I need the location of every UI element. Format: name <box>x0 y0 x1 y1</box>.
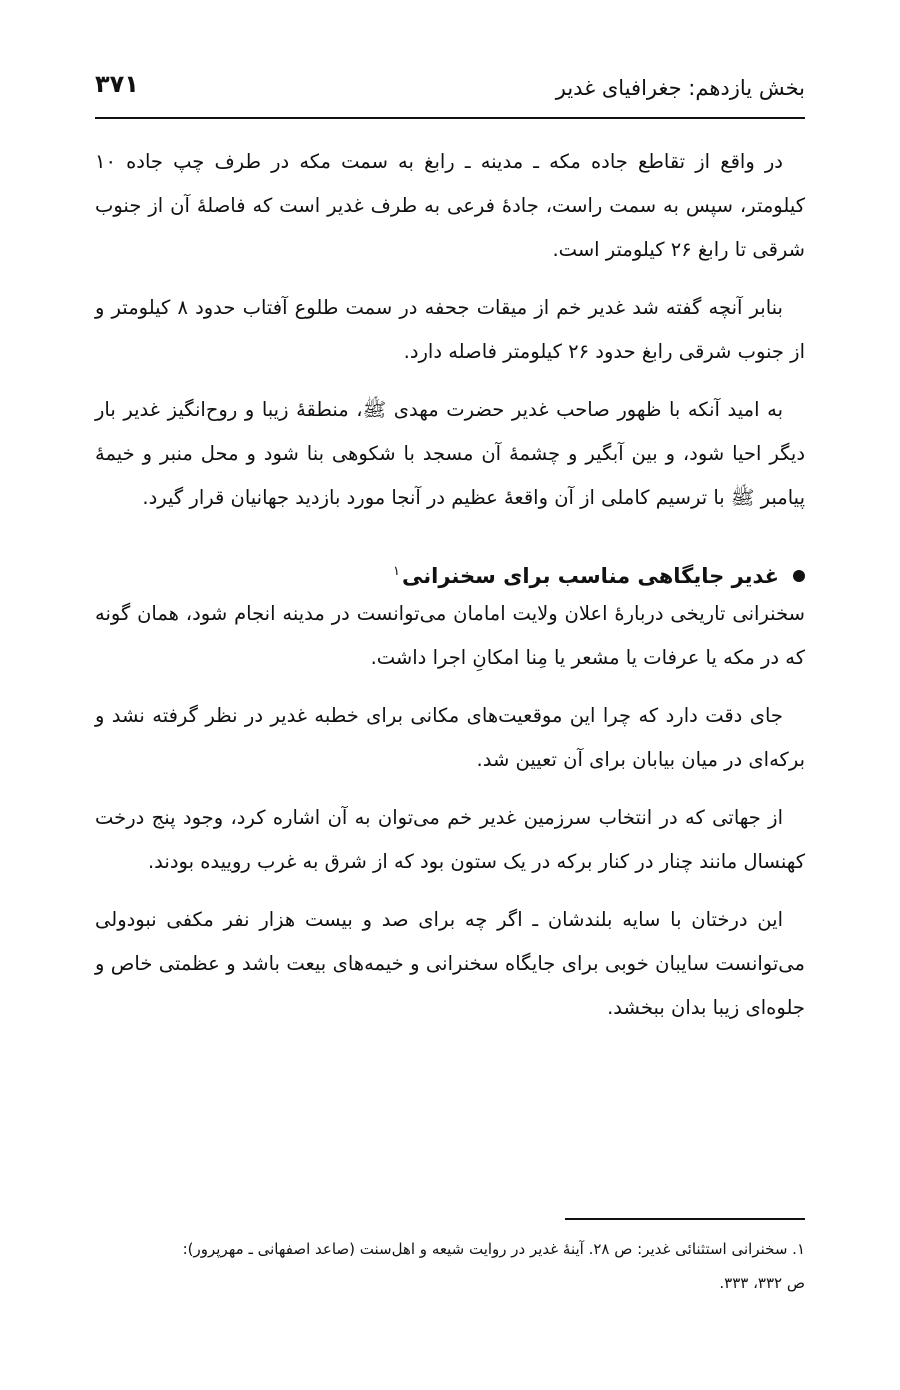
paragraph: از جهاتی که در انتخاب سرزمین غدیر خم می‌توان به آن اشاره کرد، وجود پنج درخت کهنسال مانند چنار در کنار برکه در یک ستون بود که از شرق به غرب روییده بودند. <box>95 806 805 873</box>
paragraph: در واقع از تقاطع جاده مکه ـ مدینه ـ رابغ به سمت مکه در طرف چپ جاده ۱۰ کیلومتر، سپس به سمت راست، جادۀ فرعی به طرف غدیر است که فاصلۀ آن از جنوب شرقی تا رابغ ۲۶ کیلومتر است. <box>95 150 805 261</box>
paragraph: به امید آنکه با ظهور صاحب غدیر حضرت مهدی ﷺ، منطقۀ زیبا و روح‌انگیز غدیر بار دیگر احیا شود، و بین آبگیر و چشمۀ آن مسجد با شکوهی بنا شود و محل منبر و خیمۀ پیامبر ﷺ با ترسیم کاملی از آن واقعۀ عظیم در آنجا مورد بازدید جهانیان قرار گیرد. <box>95 398 805 509</box>
page-number: ۳۷۱ <box>95 70 139 98</box>
paragraph: جای دقت دارد که چرا این موقعیت‌های مکانی برای خطبه غدیر در نظر گرفته نشد و برکه‌ای در میان بیابان برای آن تعیین شد. <box>95 704 805 771</box>
footnote <box>95 1232 805 1300</box>
bullet-icon <box>793 570 805 582</box>
paragraph: این درختان با سایه بلندشان ـ اگر چه برای صد و بیست هزار نفر مکفی نبودولی می‌توانست سایبان خوبی برای جایگاه سخنرانی و خیمه‌های بیعت باشد و عظمتی خاص و جلوه‌ای زیبا بدان ببخشد. <box>95 908 805 1019</box>
footnote-line: ۱. سخنرانی استثنائی غدیر: ص ۲۸. آینۀ غدیر در روایت شیعه و اهل‌سنت (صاعد اصفهانی ـ مهرپرور): <box>182 1240 805 1258</box>
footnote-reference[interactable]: ۱ <box>393 564 401 579</box>
running-header <box>95 60 805 110</box>
footnote-line: ص ۳۳۲، ۳۳۳. <box>719 1274 805 1292</box>
header-divider <box>95 117 805 119</box>
section-heading <box>95 564 805 588</box>
paragraph: سخنرانی تاریخی دربارۀ اعلان ولایت امامان می‌توانست در مدینه انجام شود، همان گونه که در مکه یا عرفات یا مشعر یا مِنا امکانِ اجرا داشت. <box>95 602 805 669</box>
chapter-title: بخش یازدهم: جغرافیای غدیر <box>555 76 805 100</box>
body-text <box>95 140 805 1044</box>
paragraph: بنابر آنچه گفته شد غدیر خم از میقات جحفه در سمت طلوع آفتاب حدود ۸ کیلومتر و از جنوب شرقی رابغ حدود ۲۶ کیلومتر فاصله دارد. <box>95 296 805 363</box>
section-heading-text: غدیر جایگاهی مناسب برای سخنرانی <box>402 564 779 588</box>
footnote-divider <box>565 1218 805 1220</box>
